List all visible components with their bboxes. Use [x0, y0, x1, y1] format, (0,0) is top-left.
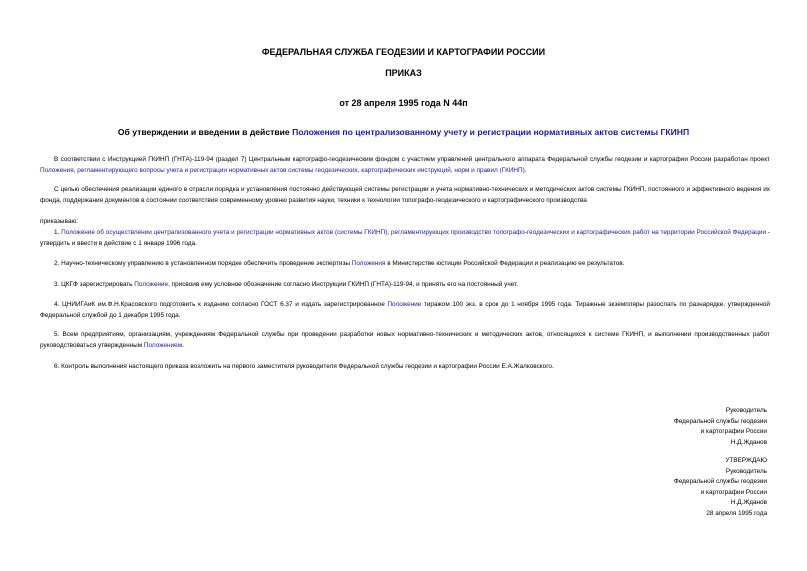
approval-line-6: 28 апреля 1995 года: [706, 509, 767, 517]
item3-text-a: 3. ЦКГФ зарегистрировать: [54, 281, 135, 288]
p1-text: В соответствии с Инструкцией ГКИНП (ГНТА)-119-94 (раздел 7) Центральным картографо-геодезическим фондом с участием управлений центрального аппарата Федеральной службы геодезии и картографии России разработан проект: [54, 156, 770, 163]
order-item-2: [40, 258, 770, 269]
item4-link[interactable]: Положение: [387, 301, 422, 308]
item2-text-a: 2. Научно-техническому управлению в установленном порядке обеспечить проведение экспертизы: [54, 260, 352, 267]
signature-line-4: Н.Д.Жданов: [730, 438, 767, 446]
title-prefix: Об утверждении и введении в действие: [117, 127, 293, 137]
item5-link[interactable]: Положением: [143, 342, 183, 349]
date-number-heading: от 28 апреля 1995 года N 44п: [339, 98, 468, 108]
order-item-4: [40, 299, 770, 321]
doc-type-heading: ПРИКАЗ: [385, 68, 422, 78]
agency-heading: ФЕДЕРАЛЬНАЯ СЛУЖБА ГЕОДЕЗИИ И КАРТОГРАФИИ РОССИИ: [261, 47, 546, 57]
item3-link[interactable]: Положение: [134, 281, 169, 288]
item2-text-b: в Министерстве юстиции Российской Федерации и реализацию ее результатов.: [385, 260, 625, 267]
p1-end: .: [524, 167, 527, 174]
approval-line-3: Федеральной службы геодезии: [673, 478, 767, 485]
item1-num: 1.: [54, 229, 62, 236]
order-item-3: [40, 279, 770, 290]
approval-line-2: Руководитель: [725, 467, 767, 475]
signature-line-3: и картографии России: [700, 428, 767, 435]
p1-link[interactable]: Положения, регламентирующего вопросы учета и регистрации нормативных актов системы геодезических, картографических инструкций, норм и правил (ГКИНП): [40, 167, 525, 174]
signature-line-1: Руководитель: [725, 407, 767, 414]
approval-block: [674, 456, 767, 519]
order-item-6: 6. Контроль выполнения настоящего приказа возложить на первого заместителя руководителя Федеральной службы геодезии и картографии России Е.А.Жалковского.: [54, 363, 554, 370]
item3-text-b: , присвоив ему условное обозначение согласно Инструкции ГКИНП (ГНТА)-119-94, и принять его на постоянный учет.: [168, 281, 518, 288]
item5-text-b: .: [182, 342, 184, 349]
item4-text-b: тиражом 100 экз. в срок до 1 ноября 1995 года. Тиражные экземпляры разослать по разнарядке, утвержденной Федеральной службой до 1 декабря 1995 года.: [40, 301, 770, 319]
signature-line-2: Федеральной службы геодезии: [673, 417, 767, 425]
order-item-5: [40, 329, 770, 351]
signature-block: [674, 406, 767, 448]
order-word: приказываю:: [40, 218, 78, 225]
item4-text-a: 4. ЦНИИГАиК им.Ф.Н.Красовского подготовить к изданию согласно ГОСТ 6.37 и издать зарегистрированное: [54, 301, 388, 308]
order-item-1: [40, 227, 770, 249]
paragraph-1: [40, 154, 770, 176]
item2-link[interactable]: Положения: [351, 260, 386, 267]
title-link[interactable]: Положения по централизованному учету и регистрации нормативных актов системы ГКИНП: [292, 127, 690, 137]
item5-text-a: 5. Всем предприятиям, организациям, учреждениям Федеральной службы при проведении разработки новых нормативно-технических и методических актов, относящихся к системе ГКИНП, и выполнении производственных работ руководствоваться утвержденным: [40, 331, 770, 349]
document-title: [0, 127, 807, 137]
paragraph-2: С целью обеспечения реализации единого в отрасли порядка и установления постоянно действующей системы регистрации и учета нормативно-технических и методических актов системы ГКИНП, постоянного и эффективного ведения их фонда, поддержания документов в состоянии соответствия современному уровню развития науки, техники к технологии топографо-геодезического и картографического производства: [40, 186, 770, 204]
item1-link[interactable]: Положение об осуществлении централизованного учета и регистрации нормативных актов (системы ГКИНП), регламентирующих производство топографо-геодезических и картографических работ на территории Российской Федерации: [61, 229, 767, 236]
approval-line-5: Н.Д.Жданов: [730, 499, 767, 506]
approval-line-1: УТВЕРЖДАЮ: [725, 457, 767, 464]
approval-line-4: и картографии России: [700, 488, 767, 496]
item1-end: - утвердить и ввести в действие с 1 января 1996 года.: [40, 229, 771, 247]
